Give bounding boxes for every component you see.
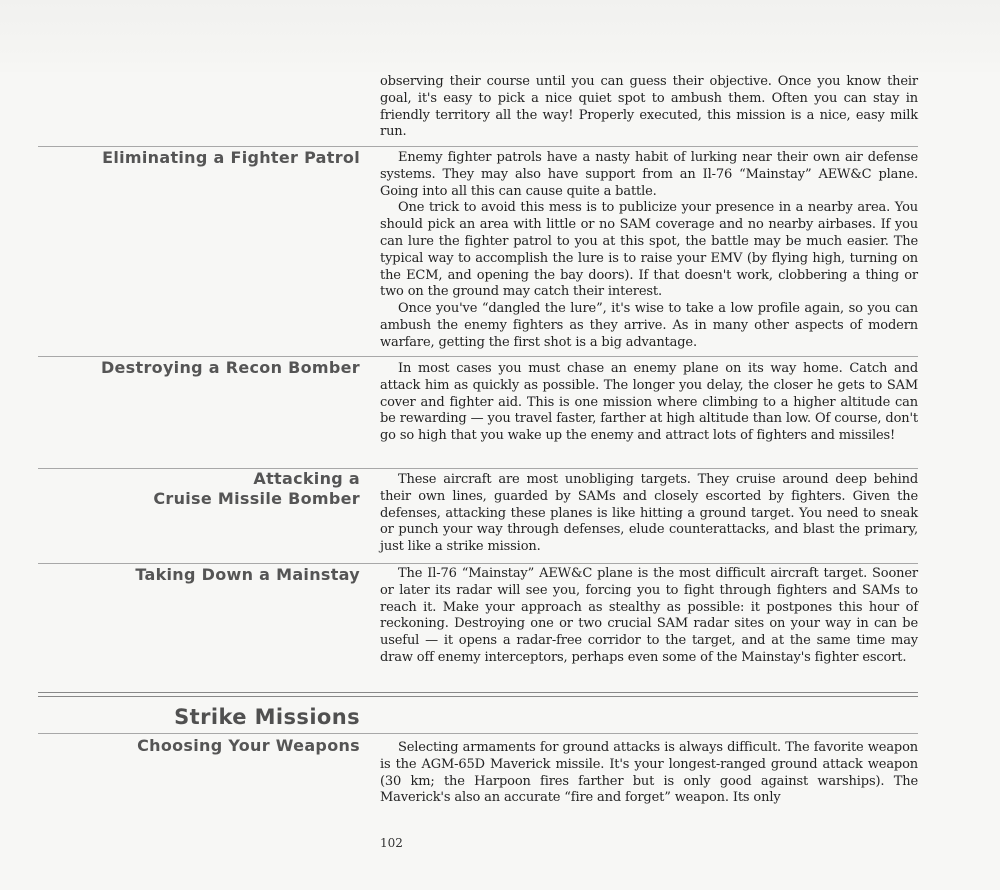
section-divider	[38, 356, 918, 357]
section-body-mainstay	[380, 566, 918, 667]
paragraph: The Il-76 “Mainstay” AEW&C plane is the most difficult aircraft target. Sooner or later its radar will see you, forcing you to fight through fighters and SAMs to reach it. Make your approach as stealthy as possible: it postpones this hour of reckoning. Destroying one or two crucial SAM radar sites on your way in can be useful — it opens a radar-free corridor to the target, and at the same time may draw off enemy interceptors, perhaps even some of the Mainstay's fighter escort.	[380, 566, 918, 665]
intro-paragraph: observing their course until you can guess their objective. Once you know their goal, it's easy to pick a nice quiet spot to ambush them. Often you can stay in friendly territory all the way! Properly executed, this mission is a nice, easy milk run.	[380, 74, 918, 140]
section-heading-cruise-missile-bomber	[30, 469, 360, 509]
section-heading-recon-bomber: Destroying a Recon Bomber	[100, 358, 360, 377]
paragraph: Selecting armaments for ground attacks is always difficult. The favorite weapon is the AGM-65D Maverick missile. It's your longest-ranged ground attack weapon (30 km; the Harpoon fires farther but is only good against warships). The Maverick's also an accurate “fire and forget” weapon. Its only	[380, 740, 918, 806]
section-body-cruise-missile-bomber	[380, 472, 918, 556]
page-number: 102	[380, 836, 403, 850]
section-divider	[38, 733, 918, 734]
paragraph: These aircraft are most unobliging targets. They cruise around deep behind their own lines, guarded by SAMs and closely escorted by fighters. Given the defenses, attacking these planes is like hitting a ground target. You need to sneak or punch your way through defenses, elude counterattacks, and blast the primary, just like a strike mission.	[380, 472, 918, 555]
paragraph: In most cases you must chase an enemy plane on its way home. Catch and attack him as quickly as possible. The longer you delay, the closer he gets to SAM cover and fighter aid. This is one mission where climbing to a higher altitude can be rewarding — you travel faster, farther at high altitude than low. Of course, don't go so high that you wake up the enemy and attract lots of fighters and missiles!	[380, 361, 918, 444]
heading-line: Cruise Missile Bomber	[153, 489, 360, 508]
section-heading-fighter-patrol: Eliminating a Fighter Patrol	[102, 148, 360, 167]
paragraph: Enemy fighter patrols have a nasty habit of lurking near their own air defense systems. They may also have support from an Il-76 “Mainstay” AEW&C plane. Going into all this can cause quite a battle.	[380, 150, 918, 199]
chapter-divider	[38, 696, 918, 697]
heading-line: Attacking a	[253, 469, 360, 488]
section-divider	[38, 563, 918, 564]
chapter-divider	[38, 692, 918, 693]
section-body-fighter-patrol	[380, 150, 918, 352]
paragraph: Once you've “dangled the lure”, it's wise to take a low profile again, so you can ambush the enemy fighters as they arrive. As in many other aspects of modern warfare, getting the first shot is a big advantage.	[380, 301, 918, 350]
section-heading-choosing-weapons: Choosing Your Weapons	[137, 736, 360, 755]
section-heading-mainstay: Taking Down a Mainstay	[135, 565, 360, 584]
intro-continuation	[380, 74, 918, 141]
section-body-recon-bomber	[380, 361, 918, 445]
paragraph: One trick to avoid this mess is to publicize your presence in a nearby area. You should pick an area with little or no SAM coverage and no nearby airbases. If you can lure the fighter patrol to you at this spot, the battle may be much easier. The typical way to accomplish the lure is to raise your EMV (by flying high, turning on the ECM, and opening the bay doors). If that doesn't work, clobbering a thing or two on the ground may catch their interest.	[380, 200, 918, 300]
chapter-heading-strike-missions: Strike Missions	[174, 705, 360, 729]
section-divider	[38, 146, 918, 147]
section-body-choosing-weapons	[380, 740, 918, 807]
